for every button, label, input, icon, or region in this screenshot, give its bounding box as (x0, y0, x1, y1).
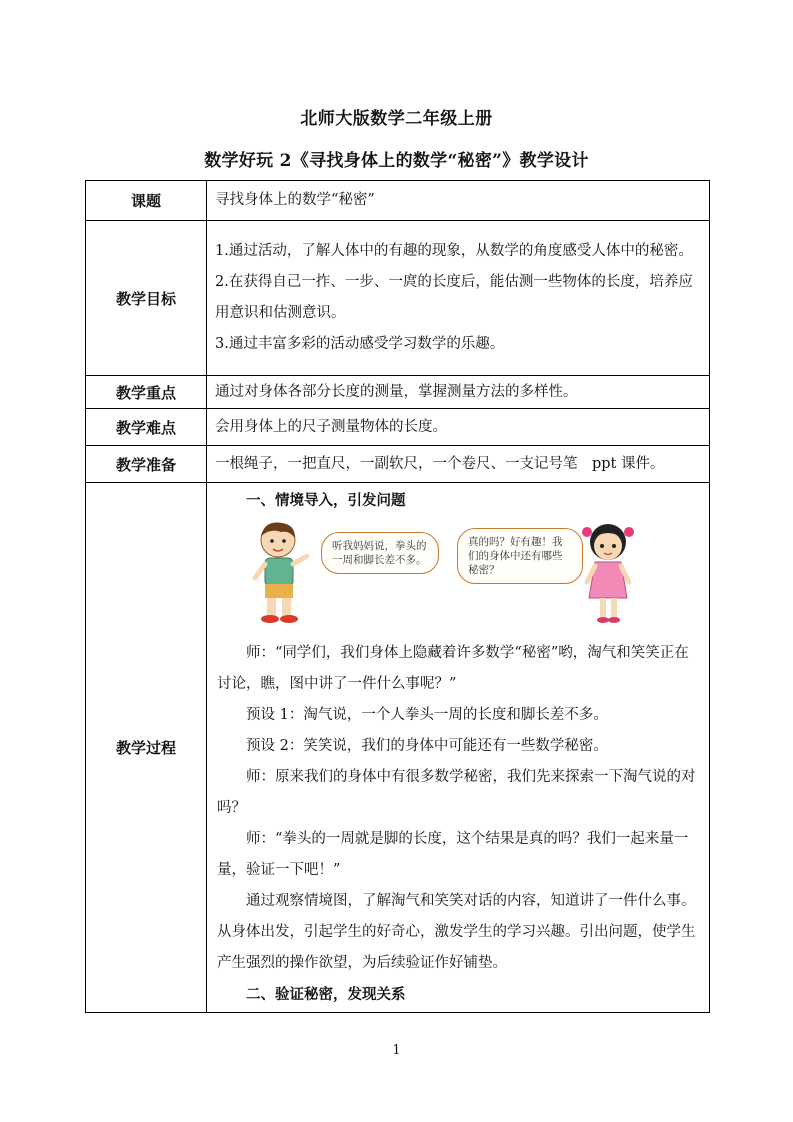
objective-1: 1.通过活动，了解人体中的有趣的现象，从数学的角度感受人体中的秘密。 (215, 243, 693, 259)
lesson-plan-table (85, 180, 710, 1013)
process-paragraph-6: 通过观察情境图，了解淘气和笑笑对话的内容，知道讲了一件什么事。从身体出发，引起学生的好奇心，激发学生的学习兴趣。引出问题，使学生产生强烈的操作欲望，为后续验证作好铺垫。 (217, 893, 696, 971)
document-subtitle: 数学好玩 2《寻找身体上的数学“秘密”》教学设计 (204, 151, 589, 171)
row-label-preparation: 教学准备 (86, 446, 207, 483)
process-paragraph-5: 师：“拳头的一周就是脚的长度，这个结果是真的吗？我们一起来量一量，验证一下吧！” (217, 831, 689, 878)
key-points-text: 通过对身体各部分长度的测量，掌握测量方法的多样性。 (215, 383, 578, 400)
row-value-objectives (207, 221, 710, 376)
row-objectives (86, 221, 710, 376)
row-key-points (86, 376, 710, 409)
boy-figure (245, 520, 315, 628)
girl-figure (573, 520, 643, 628)
row-label-process: 教学过程 (86, 483, 207, 1013)
document-title: 北师大版数学二年级上册 (300, 109, 493, 129)
page-number: 1 (392, 1043, 401, 1058)
process-paragraph-4: 师：原来我们的身体中有很多数学秘密，我们先来探索一下淘气说的对吗？ (217, 769, 696, 816)
section-heading-1: 一、情境导入，引发问题 (246, 492, 406, 509)
dialogue-illustration (217, 518, 699, 630)
section-heading-2: 二、验证秘密，发现关系 (246, 986, 406, 1003)
row-value-difficulties (207, 409, 710, 446)
process-paragraph-3: 预设 2：笑笑说，我们的身体中可能还有一些数学秘密。 (246, 738, 608, 754)
objective-3: 3.通过丰富多彩的活动感受学习数学的乐趣。 (215, 336, 505, 352)
topic-text: 寻找身体上的数学“秘密” (215, 192, 375, 208)
row-difficulties (86, 409, 710, 446)
objective-2: 2.在获得自己一拃、一步、一庹的长度后，能估测一些物体的长度，培养应用意识和估测意识。 (215, 274, 693, 321)
row-value-process (207, 483, 710, 1013)
row-label-key-points: 教学重点 (86, 376, 207, 409)
row-preparation (86, 446, 710, 483)
girl-speech-bubble (457, 528, 583, 584)
row-value-preparation (207, 446, 710, 483)
boy-speech-text: 听我妈妈说，拳头的一周和脚长差不多。 (332, 540, 427, 566)
row-label-difficulties: 教学难点 (86, 409, 207, 446)
process-paragraph-2: 预设 1：淘气说，一个人拳头一周的长度和脚长差不多。 (246, 707, 608, 723)
boy-speech-bubble (321, 532, 439, 574)
row-value-key-points (207, 376, 710, 409)
girl-speech-text: 真的吗？好有趣！我们的身体中还有哪些秘密？ (468, 536, 563, 576)
row-topic (86, 181, 710, 221)
process-paragraph-1: 师：“同学们，我们身体上隐藏着许多数学“秘密”哟，淘气和笑笑正在讨论，瞧，图中讲了一件什么事呢？” (217, 645, 689, 692)
row-value-topic (207, 181, 710, 221)
preparation-text: 一根绳子，一把直尺，一副软尺，一个卷尺、一支记号笔 ppt 课件。 (215, 455, 665, 472)
row-label-topic: 课题 (86, 181, 207, 221)
row-process (86, 483, 710, 1013)
row-label-objectives: 教学目标 (86, 221, 207, 376)
difficulties-text: 会用身体上的尺子测量物体的长度。 (215, 418, 447, 435)
